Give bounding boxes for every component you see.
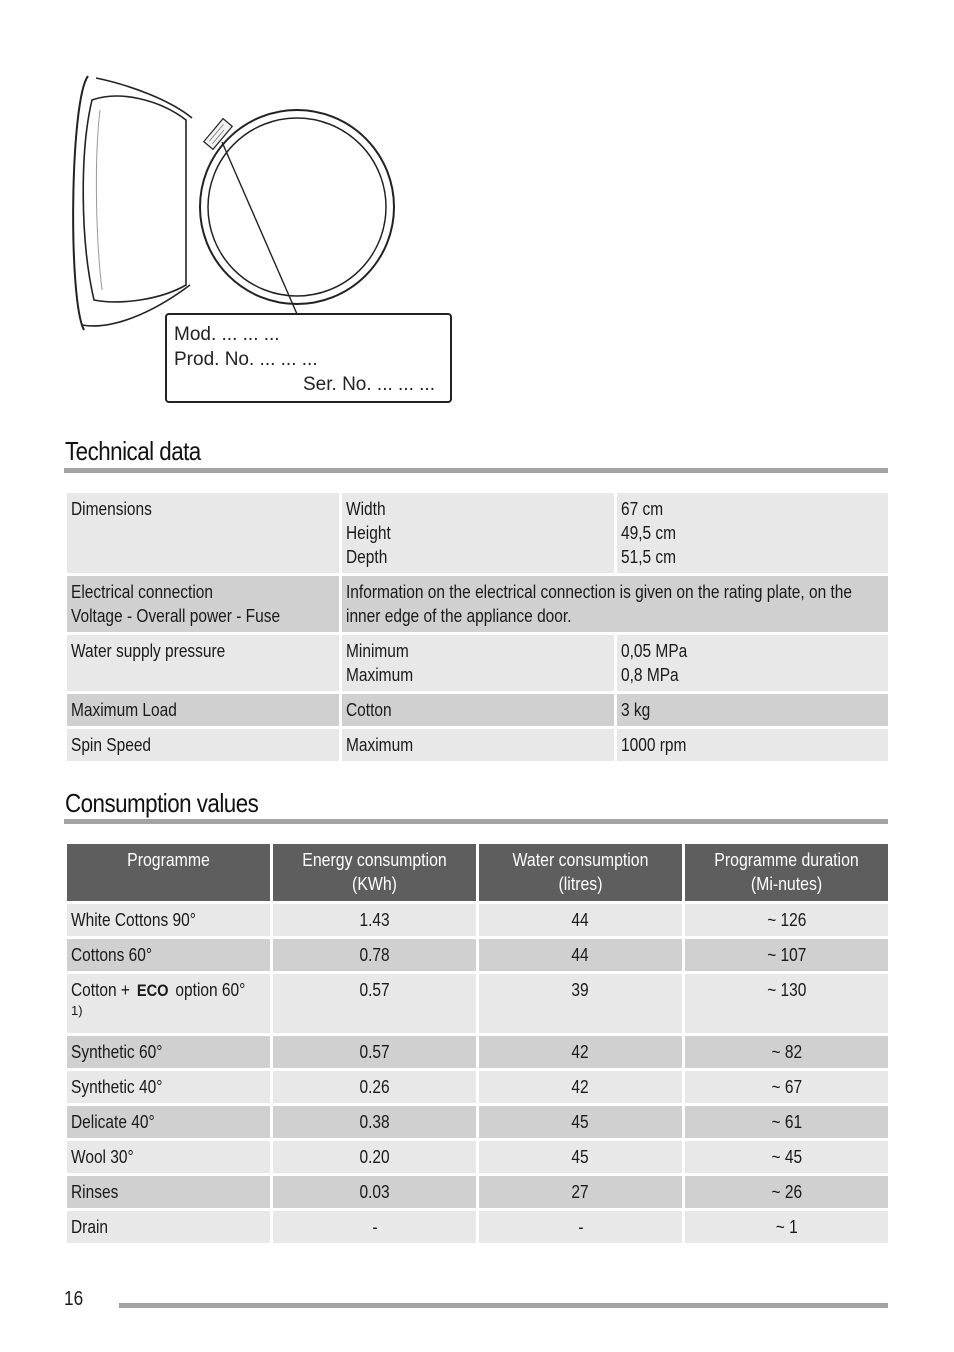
energy-value: 0.57 [359, 1042, 390, 1062]
footer-rule [119, 1303, 888, 1308]
energy-value: 0.03 [359, 1182, 390, 1202]
table-row [66, 1175, 890, 1210]
tech-row-dimensions [66, 492, 890, 575]
header-water: Water consumption (litres) [478, 843, 684, 903]
duration-value: ~ 82 [771, 1042, 802, 1062]
eco-logo: ECO [136, 981, 169, 1000]
tech-sub: Cotton [346, 700, 392, 720]
table-row [66, 1105, 890, 1140]
tech-value: 3 kg [621, 700, 651, 720]
tech-sub: Maximum [346, 665, 414, 685]
tech-value: 51,5 cm [621, 547, 677, 567]
water-value: 44 [571, 945, 590, 965]
tech-label: Spin Speed [71, 735, 152, 755]
programme-name: Drain [71, 1217, 108, 1237]
energy-value: 0.38 [359, 1112, 390, 1132]
water-value: 42 [571, 1077, 590, 1097]
tech-value: 49,5 cm [621, 523, 677, 543]
technical-data-rule [64, 468, 888, 473]
tech-sub: Depth [346, 547, 388, 567]
table-row [66, 903, 890, 938]
tech-value: 0,05 MPa [621, 641, 688, 661]
table-row [66, 1070, 890, 1105]
table-row [66, 1035, 890, 1070]
energy-value: 0.78 [359, 945, 390, 965]
duration-value: ~ 1 [775, 1217, 798, 1237]
tech-sub: Height [346, 523, 391, 543]
table-row [66, 1140, 890, 1175]
tech-row-max-load [66, 693, 890, 728]
table-row [66, 973, 890, 1035]
duration-value: ~ 61 [771, 1112, 802, 1132]
programme-name: Rinses [71, 1182, 119, 1202]
tech-sub: Minimum [346, 641, 409, 661]
tech-row-spin-speed [66, 728, 890, 763]
table-row [66, 1210, 890, 1245]
water-value: 45 [571, 1147, 590, 1167]
door-ring-inner [208, 118, 386, 296]
duration-value: ~ 67 [771, 1077, 802, 1097]
plate-ser: Ser. No. ... ... ... [303, 374, 435, 395]
footnote-marker: 1) [71, 1003, 83, 1018]
tech-row-water-pressure [66, 634, 890, 693]
programme-name: Cottons 60° [71, 945, 153, 965]
programme-name: Synthetic 60° [71, 1042, 163, 1062]
water-value: - [577, 1217, 584, 1237]
duration-value: ~ 107 [766, 945, 807, 965]
programme-name: Synthetic 40° [71, 1077, 163, 1097]
plate-mod: Mod. ... ... ... [174, 324, 280, 345]
tech-sub: Maximum [346, 735, 414, 755]
header-duration: Programme duration (Mi-nutes) [684, 843, 890, 903]
programme-name: Delicate 40° [71, 1112, 155, 1132]
tech-value: 1000 rpm [621, 735, 687, 755]
tech-label: Maximum Load [71, 700, 177, 720]
rating-plate-illustration [60, 60, 470, 420]
duration-value: ~ 45 [771, 1147, 802, 1167]
technical-data-table [64, 490, 891, 764]
duration-value: ~ 26 [771, 1182, 802, 1202]
tech-label: Electrical connection [71, 582, 213, 602]
water-value: 39 [571, 980, 590, 1000]
programme-name: White Cottons 90° [71, 910, 196, 930]
programme-name: Wool 30° [71, 1147, 134, 1167]
water-value: 45 [571, 1112, 590, 1132]
tech-label: Water supply pressure [71, 641, 226, 661]
tech-value: 0,8 MPa [621, 665, 679, 685]
water-value: 44 [571, 910, 590, 930]
energy-value: 0.57 [359, 980, 390, 1000]
tech-value: 67 cm [621, 499, 664, 519]
tech-row-electrical [66, 575, 890, 634]
tech-label: Voltage - Overall power - Fuse [71, 606, 281, 626]
technical-data-title: Technical data [65, 436, 201, 466]
header-programme: Programme [66, 843, 272, 903]
header-energy: Energy consumption (KWh) [272, 843, 478, 903]
tech-merged-text: Information on the electrical connection is given on the rating plate, on the [346, 582, 853, 602]
energy-value: - [371, 1217, 378, 1237]
table-row [66, 938, 890, 973]
energy-value: 0.20 [359, 1147, 390, 1167]
energy-value: 1.43 [359, 910, 390, 930]
duration-value: ~ 130 [766, 980, 807, 1000]
water-value: 42 [571, 1042, 590, 1062]
consumption-values-title: Consumption values [65, 788, 259, 818]
page-number: 16 [64, 1288, 84, 1310]
plate-prod: Prod. No. ... ... ... [174, 349, 318, 370]
energy-value: 0.26 [359, 1077, 390, 1097]
consumption-header-row [66, 843, 890, 903]
programme-name: Cotton + ECO option 60° [71, 980, 246, 1000]
duration-value: ~ 126 [766, 910, 807, 930]
tech-merged-text: inner edge of the appliance door. [346, 606, 572, 626]
tech-sub: Width [346, 499, 386, 519]
consumption-values-rule [64, 819, 888, 824]
water-value: 27 [571, 1182, 590, 1202]
consumption-table [64, 841, 891, 1246]
tech-label: Dimensions [71, 499, 152, 519]
